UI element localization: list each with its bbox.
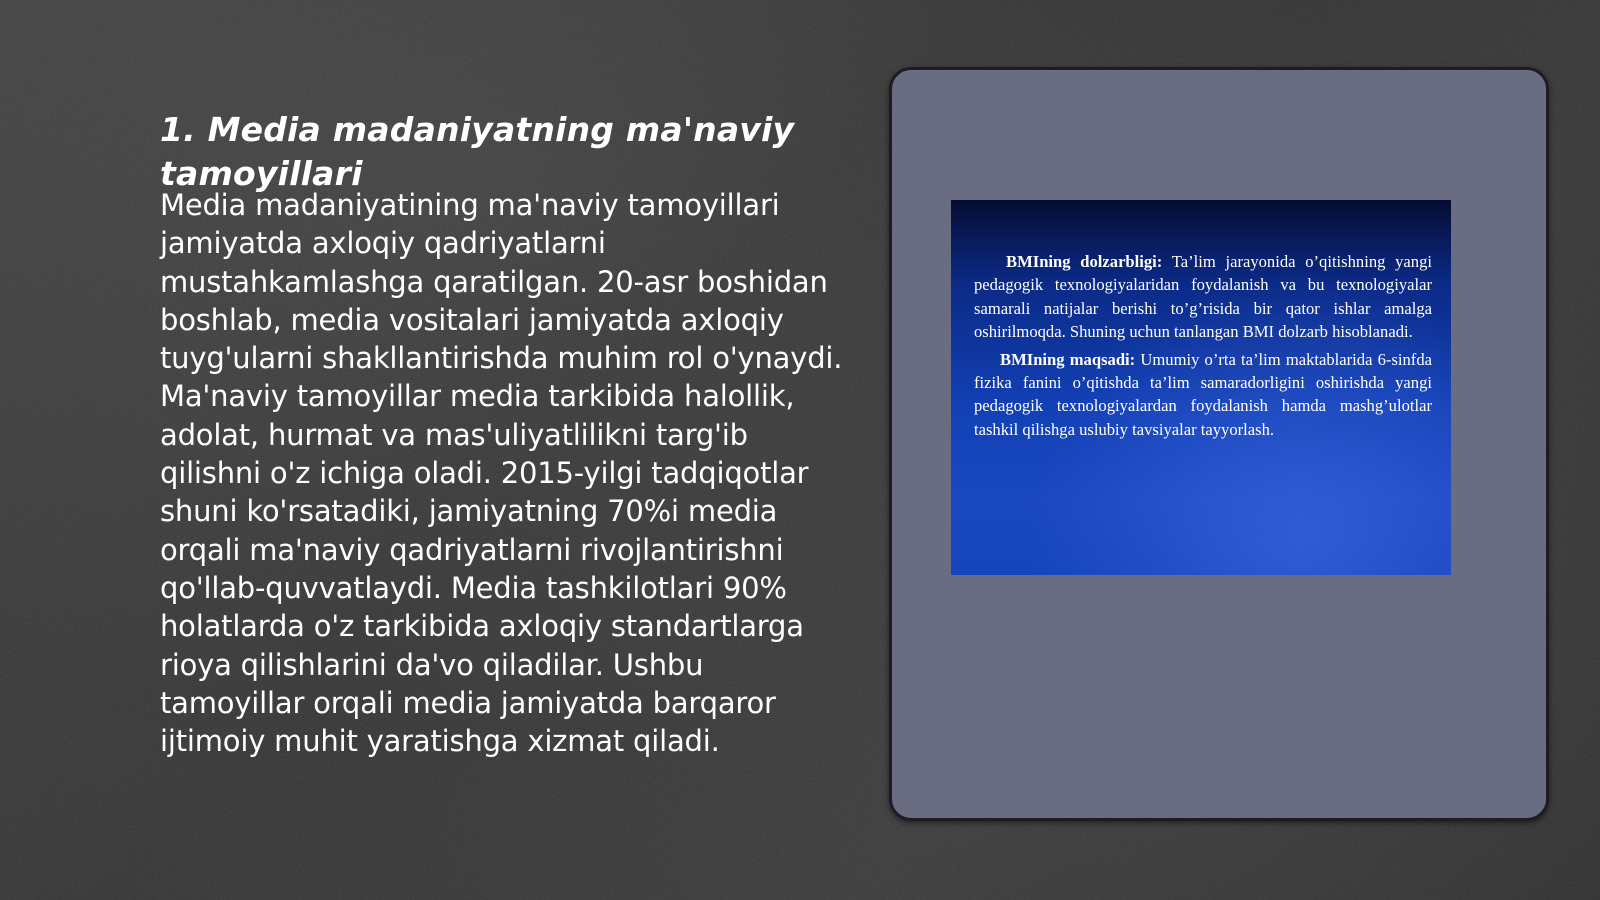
- document-paragraph-relevance: [974, 250, 1432, 344]
- text-column: [160, 108, 850, 760]
- document-text-goal: Umumiy o’rta ta’lim maktablarida 6-sinfda fizika fanini o’qitishda ta’lim samaradorligini oshirishda yangi pedagogik texnologiyalardan foydalanish hamda mashg’ulotlar tashkil qilishga uslubiy tavsiyalar tayyorlash.: [974, 349, 1432, 439]
- document-paragraph-goal: [974, 348, 1432, 442]
- document-label-goal: BMIning maqsadi:: [1000, 349, 1136, 369]
- document-label-relevance: BMIning dolzarbligi:: [1006, 252, 1163, 271]
- document-text-relevance: Ta’lim jarayonida o’qitishning yangi pedagogik texnologiyalaridan foydalanish va bu texnologiyalar samarali natijalar berishi to’g’risida bir qator ishlar amalga oshirilmoqda. Shuning uchun tanlangan BMI dolzarb hisoblanadi.: [974, 252, 1432, 342]
- document-image: [951, 200, 1451, 575]
- slide-body-text: Media madaniyatining ma'naviy tamoyillari jamiyatda axloqiy qadriyatlarni mustahkamlashga qaratilgan. 20-asr boshidan boshlab, media vositalari jamiyatda axloqiy tuyg'ularni shakllantirishda muhim rol o'ynaydi. Ma'naviy tamoyillar media tarkibida halollik, adolat, hurmat va mas'uliyatlilikni targ'ib qilishni o'z ichiga oladi. 2015-yilgi tadqiqotlar shuni ko'rsatadiki, jamiyatning 70%i media orqali ma'naviy qadriyatlarni rivojlantirishni qo'llab-quvvatlaydi. Media tashkilotlari 90% holatlarda o'z tarkibida axloqiy standartlarga rioya qilishlarini da'vo qiladilar. Ushbu tamoyillar orqali media jamiyatda barqaror ijtimoiy muhit yaratishga xizmat qiladi.: [160, 188, 843, 759]
- slide-title: 1. Media madaniyatning ma'naviy tamoyillari: [160, 110, 795, 193]
- document-image-text: [974, 250, 1432, 445]
